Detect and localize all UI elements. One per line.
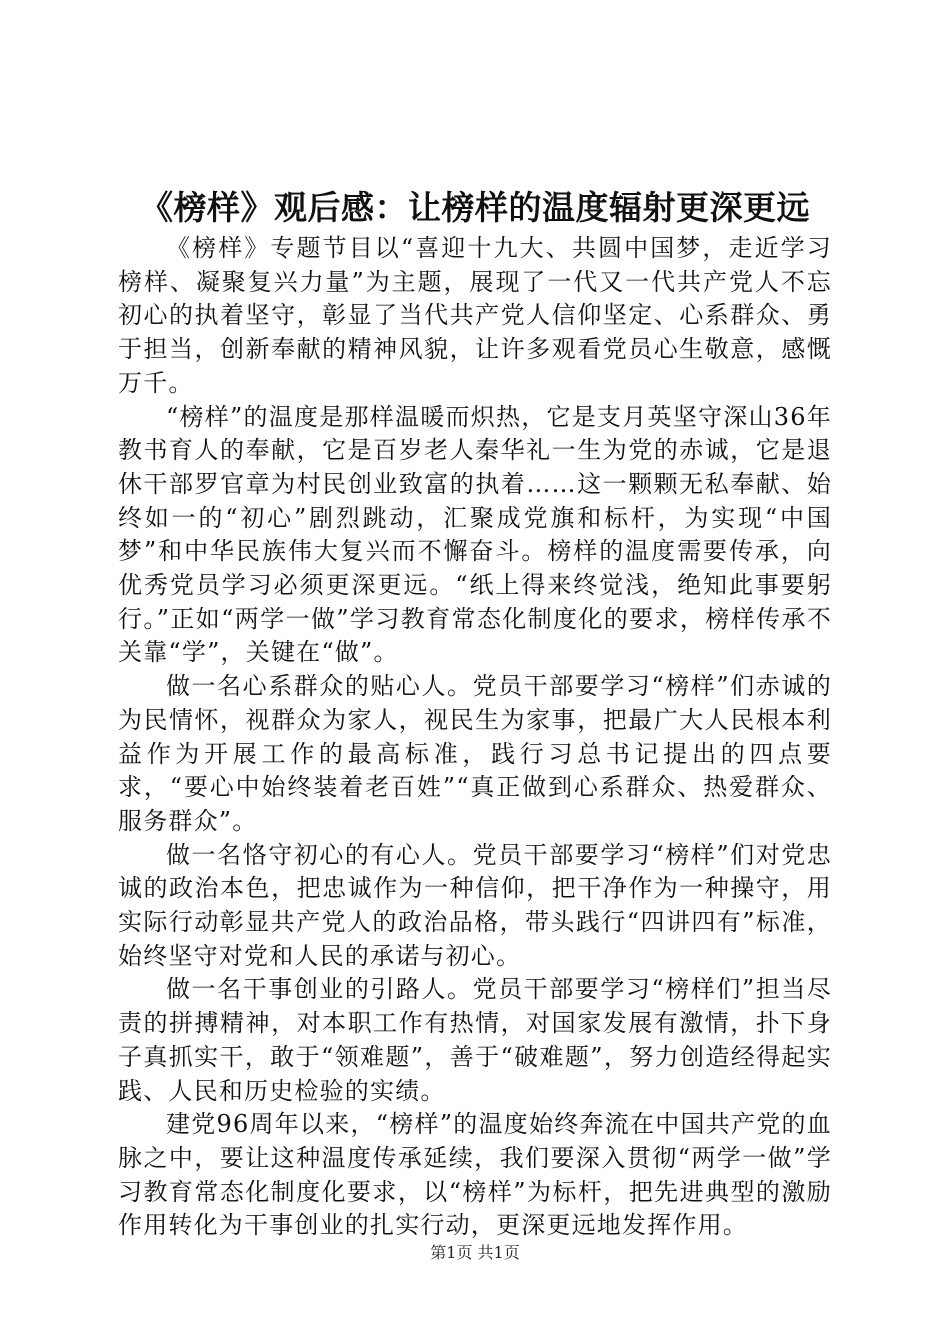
paragraph-warmth: “榜样”的温度是那样温暖而炽热，它是支月英坚守深山36年教书育人的奉献，它是百岁老人秦华礼一生为党的赤诚，它是退休干部罗官章为村民创业致富的执着……这一颗颗无私奉献、始终如一的“初心”剧烈跳动，汇聚成党旗和标杆，为实现“中国梦”和中华民族伟大复兴而不懈奋斗。榜样的温度需要传承，向优秀党员学习必须更深更远。“纸上得来终觉浅，绝知此事要躬行。”正如“两学一做”学习教育常态化制度化的要求，榜样传承不关靠“学”，关键在“做”。 [118,402,832,667]
paragraph-conclusion: 建党96周年以来，“榜样”的温度始终奔流在中国共产党的血脉之中，要让这种温度传承延续，我们要深入贯彻“两学一做”学习教育常态化制度化要求，以“榜样”为标杆，把先进典型的激励作用转化为干事创业的扎实行动，更深更远地发挥作用。 [118,1110,832,1240]
paragraph-caring-for-masses: 做一名心系群众的贴心人。党员干部要学习“榜样”们赤诚的为民情怀，视群众为家人，视民生为家事，把最广大人民根本利益作为开展工作的最高标准，践行习总书记提出的四点要求，“要心中始终装着老百姓”“真正做到心系群众、热爱群众、服务群众”。 [118,672,832,835]
document-title: 《榜样》观后感：让榜样的温度辐射更深更远 [140,188,810,227]
paragraph-intro: 《榜样》专题节目以“喜迎十九大、共圆中国梦，走近学习榜样、凝聚复兴力量”为主题，展现了一代又一代共产党人不忘初心的执着坚守，彰显了当代共产党人信仰坚定、心系群众、勇于担当，创新奉献的精神风貌，让许多观看党员心生敬意，感慨万千。 [118,234,832,397]
page-number-footer: 第1页 共1页 [430,1243,520,1262]
paragraph-pathfinder: 做一名干事创业的引路人。党员干部要学习“榜样们”担当尽责的拼搏精神，对本职工作有热情，对国家发展有激情，扑下身子真抓实干，敢于“领难题”，善于“破难题”，努力创造经得起实践、人民和历史检验的实绩。 [118,975,832,1105]
document-body [118,232,832,1243]
paragraph-original-aspiration: 做一名恪守初心的有心人。党员干部要学习“榜样”们对党忠诚的政治本色，把忠诚作为一种信仰，把干净作为一种操守，用实际行动彰显共产党人的政治品格，带头践行“四讲四有”标准，始终坚守对党和人民的承诺与初心。 [118,840,832,970]
